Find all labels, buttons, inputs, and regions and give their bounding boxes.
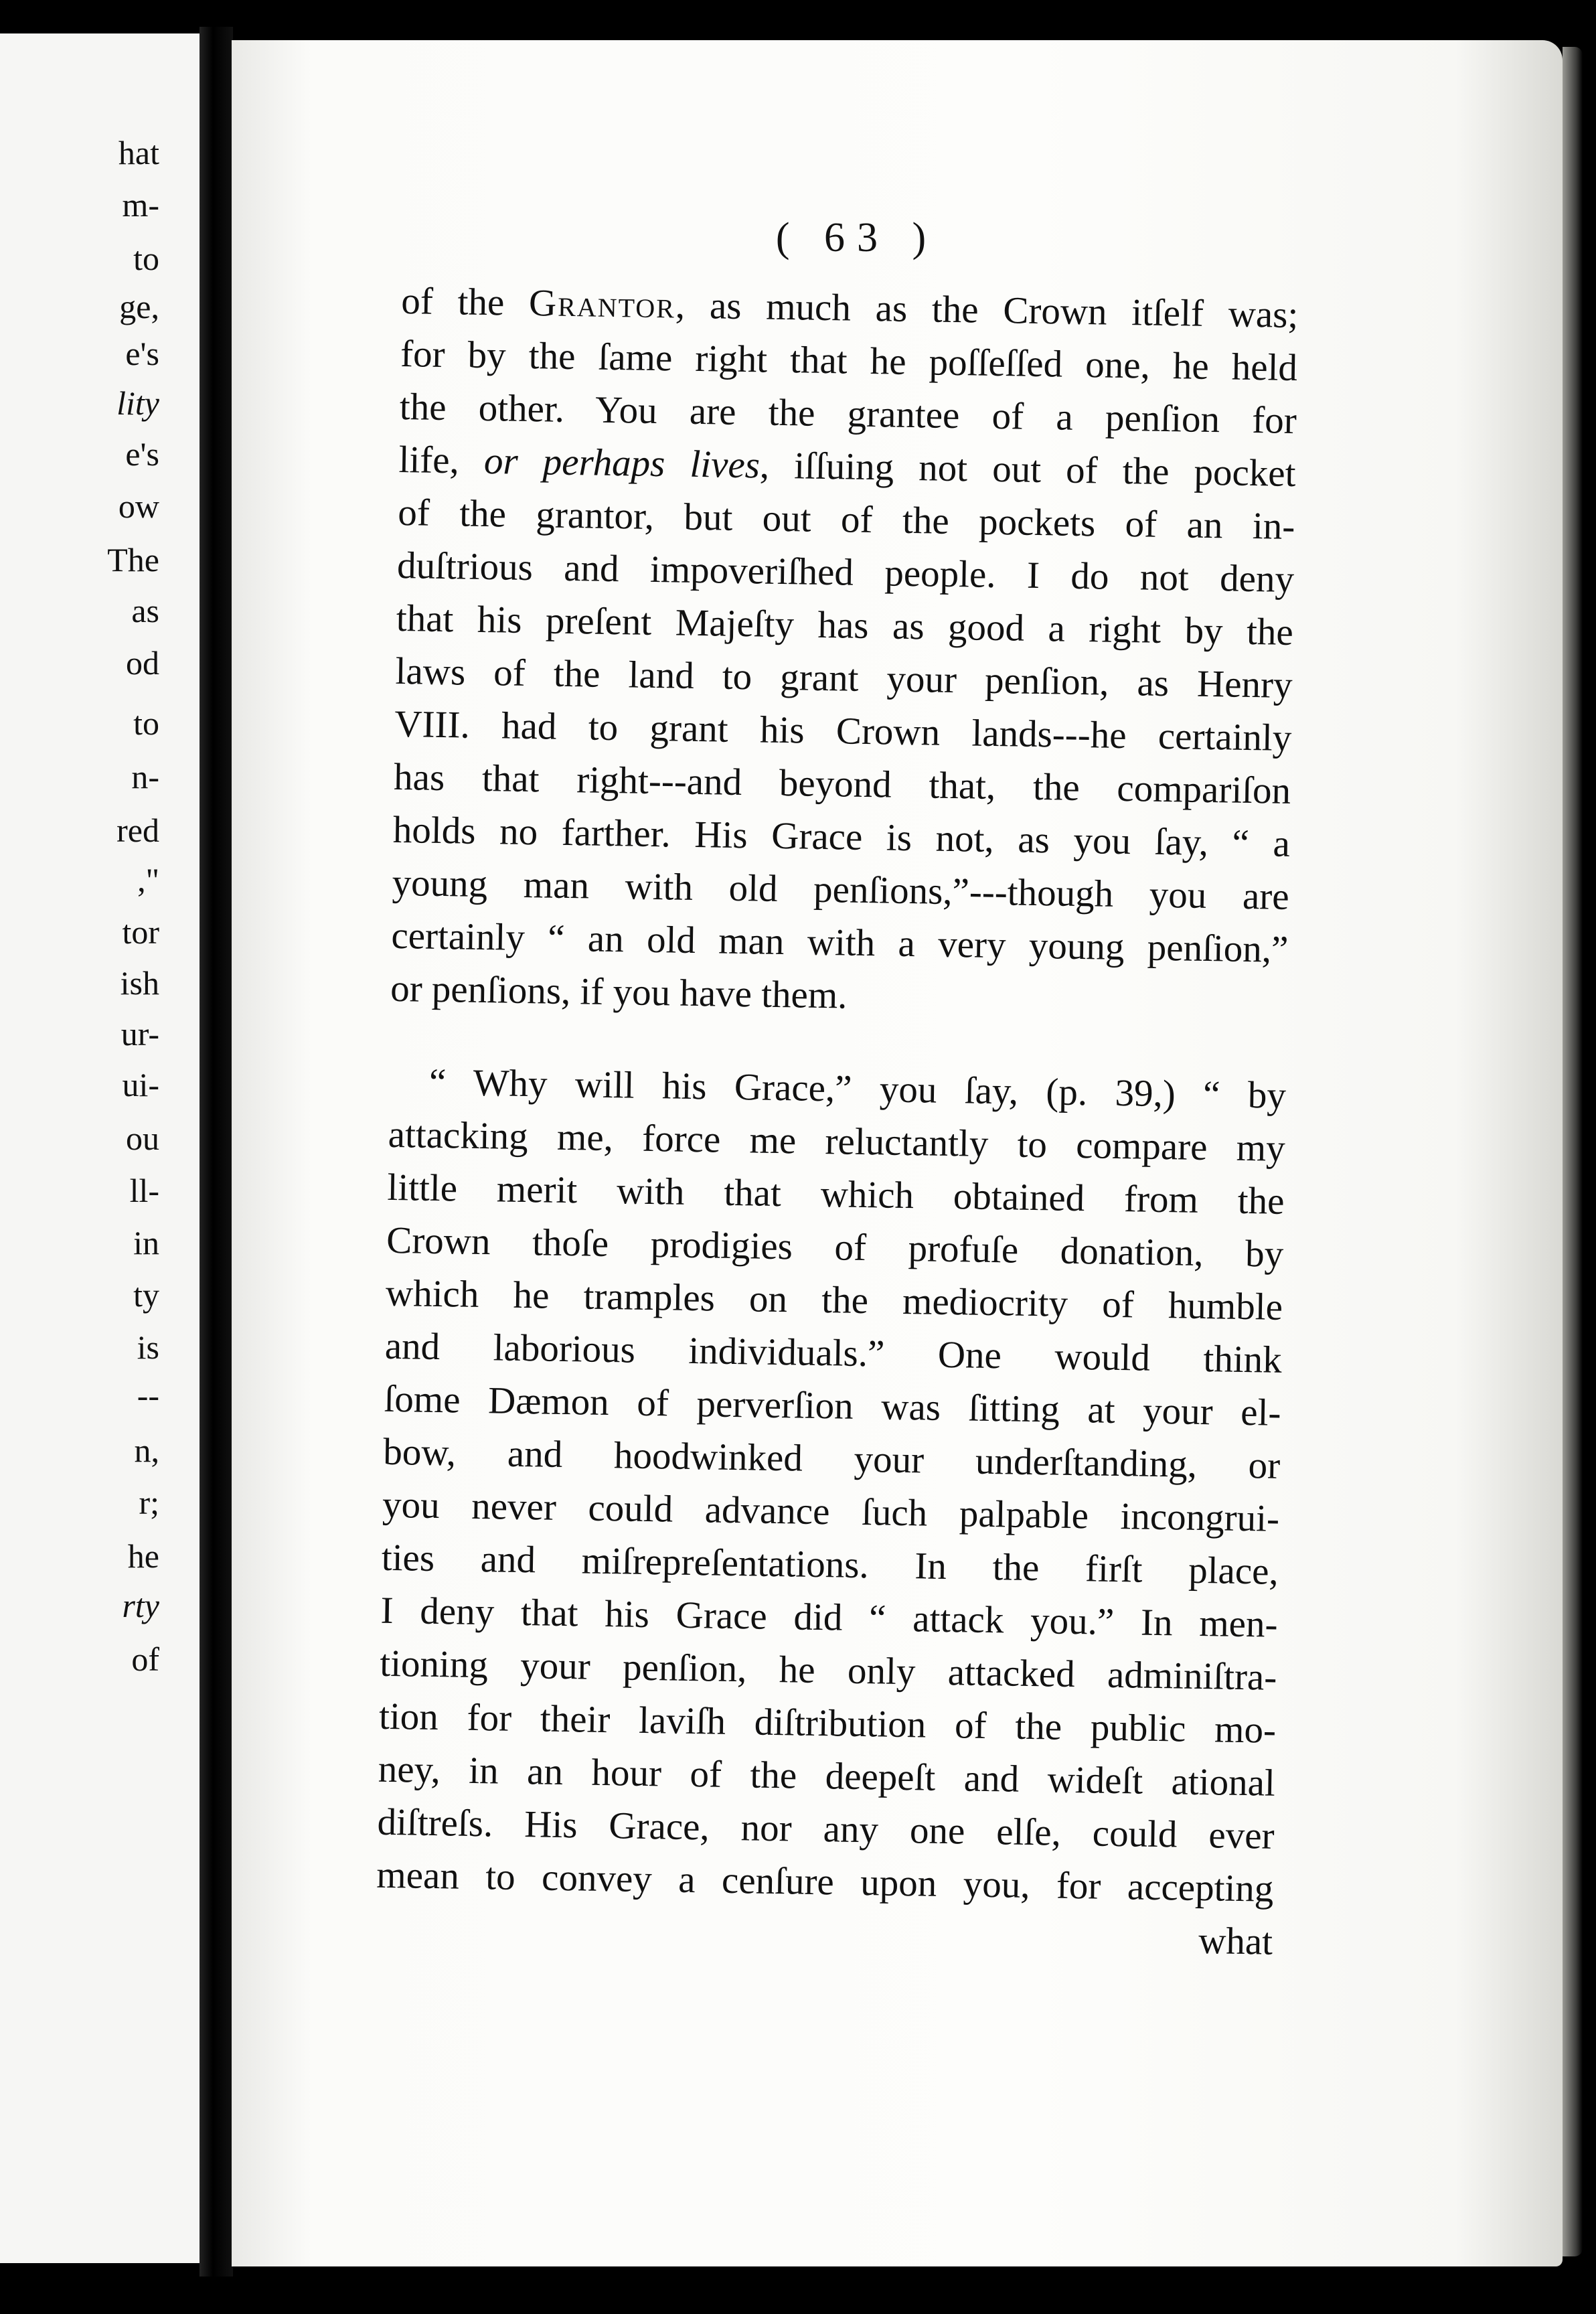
text-fragment: life, — [398, 438, 485, 482]
left-page-line: of — [131, 1640, 159, 1678]
left-page-line: e's — [125, 435, 159, 473]
text-line: has that right---and beyond that, the compariſon — [393, 755, 1291, 812]
text-line: young man with old penſions,”---though you are — [392, 861, 1290, 918]
left-page-line: lity — [116, 384, 159, 422]
left-page-line: ty — [133, 1276, 159, 1314]
left-page-line: red — [116, 812, 159, 849]
catchword: what — [1198, 1920, 1273, 1963]
page-edge — [1563, 47, 1583, 2256]
text-fragment: , as much as the Crown itſelf was; — [675, 284, 1299, 337]
left-page-line: ou — [126, 1120, 159, 1157]
text-line: attacking me, force me reluctantly to compare my — [388, 1113, 1286, 1170]
left-page-line: e's — [125, 335, 159, 372]
left-page-line: od — [126, 644, 159, 682]
text-line: bow, and hoodwinked your underſtanding, or — [382, 1430, 1281, 1487]
text-line: for by the ſame right that he poſſeſſed one, he held — [400, 332, 1298, 390]
left-page-line: in — [133, 1224, 159, 1261]
page-number: ( 63 ) — [775, 215, 939, 260]
text-line: which he tramples on the mediocrity of humble — [385, 1271, 1283, 1328]
book-gutter — [200, 27, 233, 2277]
text-line: I deny that his Grace did “ attack you.” In men- — [380, 1589, 1278, 1646]
left-page-line: as — [131, 592, 159, 629]
text-line: the other. You are the grantee of a penſion for — [399, 385, 1297, 443]
left-page-line: ur- — [121, 1015, 159, 1053]
left-page-line: n- — [131, 758, 159, 795]
left-page-line: to — [133, 704, 159, 742]
left-page-line: to — [133, 240, 159, 277]
left-page-line: r; — [139, 1484, 159, 1521]
text-line: ney, in an hour of the deepeſt and wideſt ational — [378, 1748, 1276, 1804]
text-line: Crown thoſe prodigies of profuſe donation, by — [386, 1219, 1284, 1276]
left-page-line: ge, — [119, 288, 159, 325]
left-page-line: ui- — [122, 1066, 159, 1103]
text-fragment: of the — [400, 279, 530, 324]
text-line: ties and miſrepreſentations. In the firſt place, — [381, 1536, 1279, 1593]
text-line: duſtrious and impoveriſhed people. I do not deny — [396, 544, 1295, 601]
italic-phrase: or perhaps lives — [483, 439, 761, 487]
text-line: you never could advance ſuch palpable incongrui- — [382, 1483, 1280, 1540]
text-line: little merit with that which obtained from the — [387, 1166, 1285, 1223]
left-page-fragment — [0, 33, 200, 2263]
left-page-line: ll- — [129, 1172, 159, 1209]
page-body-text — [376, 275, 1299, 1969]
left-page-line: he — [127, 1537, 159, 1575]
text-line: holds no farther. His Grace is not, as you ſay, “ a — [392, 808, 1291, 865]
text-line: “ Why will his Grace,” you ſay, (p. 39,) “ by — [428, 1061, 1287, 1117]
text-line: ſome Dæmon of perverſion was ſitting at your el- — [384, 1377, 1281, 1434]
text-line: and laborious individuals.” One would think — [384, 1324, 1283, 1381]
text-line: that his preſent Majeſty has as good a right by the — [396, 597, 1294, 653]
text-line: laws of the land to grant your penſion, as Henry — [395, 649, 1293, 706]
text-line: or penſions, if you have them. — [390, 967, 848, 1017]
text-line: tioning your penſion, he only attacked adminiſtra- — [379, 1642, 1277, 1699]
text-fragment: , iſſuing not out of the pocket — [759, 444, 1296, 495]
text-line: diſtreſs. His Grace, nor any one elſe, could ever — [377, 1800, 1275, 1857]
left-page-line: is — [137, 1328, 159, 1366]
left-page-line: tor — [122, 913, 159, 951]
left-page-line: n, — [134, 1432, 159, 1469]
text-line: of the grantor, but out of the pockets of an in- — [397, 491, 1295, 548]
left-page-line: -- — [137, 1377, 159, 1414]
text-line: mean to convey a cenſure upon you, for accepting — [376, 1853, 1274, 1910]
text-line: certainly “ an old man with a very young penſion,” — [390, 914, 1289, 971]
left-page-line: ow — [118, 487, 159, 525]
text-line: VIII. had to grant his Crown lands---he certainly — [394, 702, 1292, 759]
text-line: tion for their laviſh diſtribution of the public mo- — [378, 1695, 1277, 1752]
left-page-line: rty — [122, 1587, 159, 1624]
left-page-line: m- — [122, 186, 159, 224]
small-caps-word: Grantor — [528, 281, 676, 327]
left-page-line: The — [107, 541, 159, 578]
left-page-line: ish — [120, 964, 159, 1002]
left-page-line: ," — [137, 861, 159, 899]
left-page-line: hat — [118, 134, 159, 171]
